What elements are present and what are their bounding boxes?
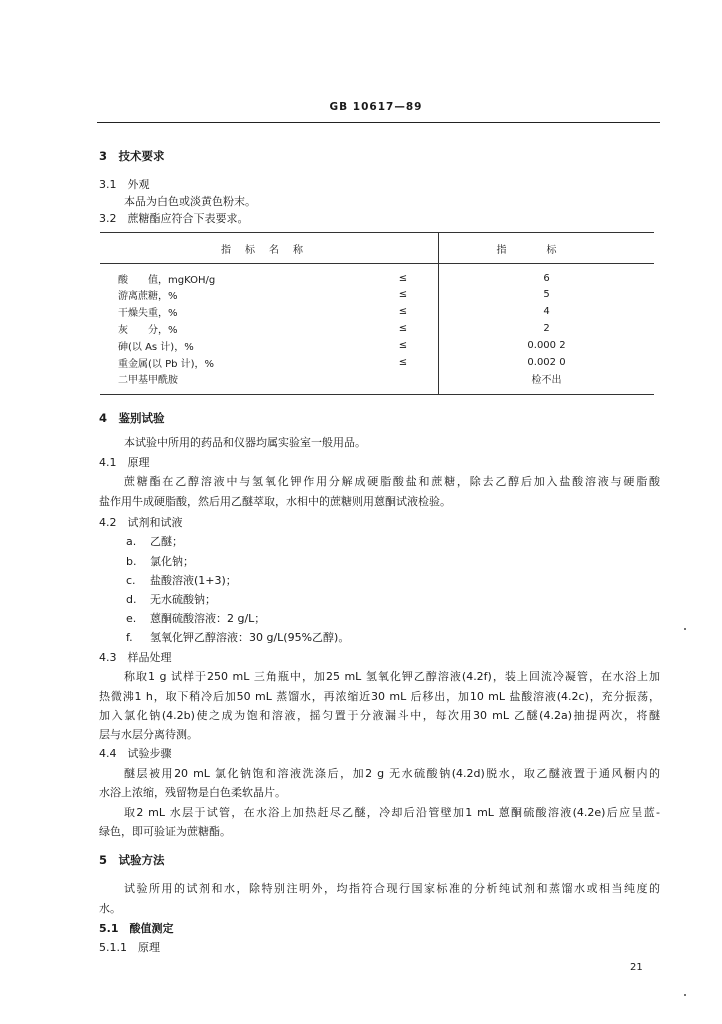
row-value: 检不出 <box>439 371 655 395</box>
row-value: 2 <box>439 320 655 337</box>
section-4-1-text-line-2: 盐作用牛成硬脂酸，然后用乙醚萃取，水相中的蔗糖则用蒽酮试液检验。 <box>99 495 451 508</box>
reagent-mark: e. <box>126 612 137 625</box>
table-row <box>100 371 654 395</box>
reagent-text: 乙醚； <box>150 535 183 548</box>
row-name: 酸 值，mgKOH/g <box>118 275 216 286</box>
table-header-value: 指标 <box>439 233 655 264</box>
section-4-4-title: 4.4 试验步骤 <box>99 747 172 760</box>
scan-speck <box>684 628 686 630</box>
row-value: 5 <box>439 286 655 303</box>
table-row <box>100 320 654 337</box>
reagent-text: 氢氧化钾乙醇溶液：30 g/L(95%乙醇)。 <box>150 631 350 644</box>
section-4-3-text-line-4: 层与水层分离待测。 <box>99 728 198 741</box>
section-5-title: 5 试验方法 <box>99 853 165 867</box>
row-operator <box>368 371 439 395</box>
row-name: 重金属(以 Pb 计)，% <box>118 359 215 370</box>
row-operator: ≤ <box>398 357 408 368</box>
requirements-table <box>100 232 654 395</box>
row-name: 灰 分，% <box>118 325 178 336</box>
section-3-1-title: 3.1 外观 <box>99 178 150 191</box>
scan-speck <box>684 994 686 996</box>
section-5-1-title: 5.1 酸值测定 <box>99 922 174 935</box>
table-row <box>100 286 654 303</box>
section-3-title: 3 技术要求 <box>99 149 165 163</box>
row-operator: ≤ <box>398 323 408 334</box>
row-name: 二甲基甲酰胺 <box>118 375 178 386</box>
section-4-3-text-line-2: 热微沸1 h，取下稍冷后加50 mL 蒸馏水，再浓缩近30 mL 后移出，加10 mL 盐酸溶液(4.2c)，充分振荡， <box>99 690 660 703</box>
table-row <box>100 303 654 320</box>
section-4-1-title: 4.1 原理 <box>99 456 150 469</box>
section-4-3-title: 4.3 样品处理 <box>99 651 172 664</box>
reagent-mark: f. <box>126 631 133 644</box>
section-5-text-line-2: 水。 <box>99 902 121 915</box>
row-value: 0.000 2 <box>439 337 655 354</box>
row-operator: ≤ <box>398 289 408 300</box>
section-4-2-title: 4.2 试剂和试液 <box>99 516 183 529</box>
standard-code-header: GB 10617—89 <box>329 101 423 113</box>
row-operator: ≤ <box>398 306 408 317</box>
row-value: 6 <box>439 264 655 287</box>
reagent-text: 蒽酮硫酸溶液：2 g/L； <box>150 612 266 625</box>
reagent-mark: a. <box>126 535 137 548</box>
section-4-4-text-line-3: 取2 mL 水层于试管，在水浴上加热赶尽乙醚，冷却后沿管壁加1 mL 蒽酮硫酸溶液(4.2e)后应呈蓝- <box>124 806 660 819</box>
row-name: 干燥失重，% <box>118 308 178 319</box>
table-header-row <box>100 233 654 264</box>
section-5-text-line-1: 试验所用的试剂和水，除特别注明外，均指符合现行国家标准的分析纯试剂和蒸馏水或相当纯度的 <box>124 882 660 895</box>
row-name: 游离蔗糖，% <box>118 291 178 302</box>
reagent-mark: c. <box>126 574 136 587</box>
row-value: 0.002 0 <box>439 354 655 371</box>
table-row <box>100 264 654 287</box>
section-4-title: 4 鉴别试验 <box>99 411 165 425</box>
section-5-1-1-title: 5.1.1 原理 <box>99 941 160 954</box>
reagent-text: 无水硫酸钠； <box>150 593 216 606</box>
section-4-1-text-line-1: 蔗糖酯在乙醇溶液中与氢氧化钾作用分解成硬脂酸盐和蔗糖，除去乙醇后加入盐酸溶液与硬脂酸 <box>124 475 660 488</box>
page-number: 21 <box>630 962 643 973</box>
row-name: 砷(以 As 计)，% <box>118 342 194 353</box>
section-3-1-text: 本品为白色或淡黄色粉末。 <box>124 195 256 208</box>
row-operator: ≤ <box>398 340 408 351</box>
table-row <box>100 354 654 371</box>
section-4-4-text-line-4: 绿色，即可验证为蔗糖酯。 <box>99 825 231 838</box>
reagent-mark: d. <box>126 593 137 606</box>
row-value: 4 <box>439 303 655 320</box>
section-4-4-text-line-2: 水浴上浓缩，残留物是白色柔软晶片。 <box>99 786 286 799</box>
section-3-2-title: 3.2 蔗糖酯应符合下表要求。 <box>99 212 249 225</box>
reagent-text: 氯化钠； <box>150 555 194 568</box>
table-header-name: 指标名称 <box>221 244 317 256</box>
section-4-4-text-line-1: 醚层被用20 mL 氯化钠饱和溶液洗涤后，加2 g 无水硫酸钠(4.2d)脱水，取乙醚液置于通风橱内的 <box>124 767 660 780</box>
table-row <box>100 337 654 354</box>
row-operator: ≤ <box>398 273 408 284</box>
section-4-3-text-line-3: 加入氯化钠(4.2b)使之成为饱和溶液，摇匀置于分液漏斗中，每次用30 mL 乙醚(4.2a)抽提两次，将醚 <box>99 709 660 722</box>
section-4-intro: 本试验中所用的药品和仪器均属实验室一般用品。 <box>124 436 366 449</box>
reagent-text: 盐酸溶液(1+3)； <box>150 574 237 587</box>
section-4-3-text-line-1: 称取1 g 试样于250 mL 三角瓶中，加25 mL 氢氧化钾乙醇溶液(4.2f)，装上回流冷凝管，在水浴上加 <box>124 670 660 683</box>
reagent-mark: b. <box>126 555 137 568</box>
header-rule <box>97 122 660 123</box>
